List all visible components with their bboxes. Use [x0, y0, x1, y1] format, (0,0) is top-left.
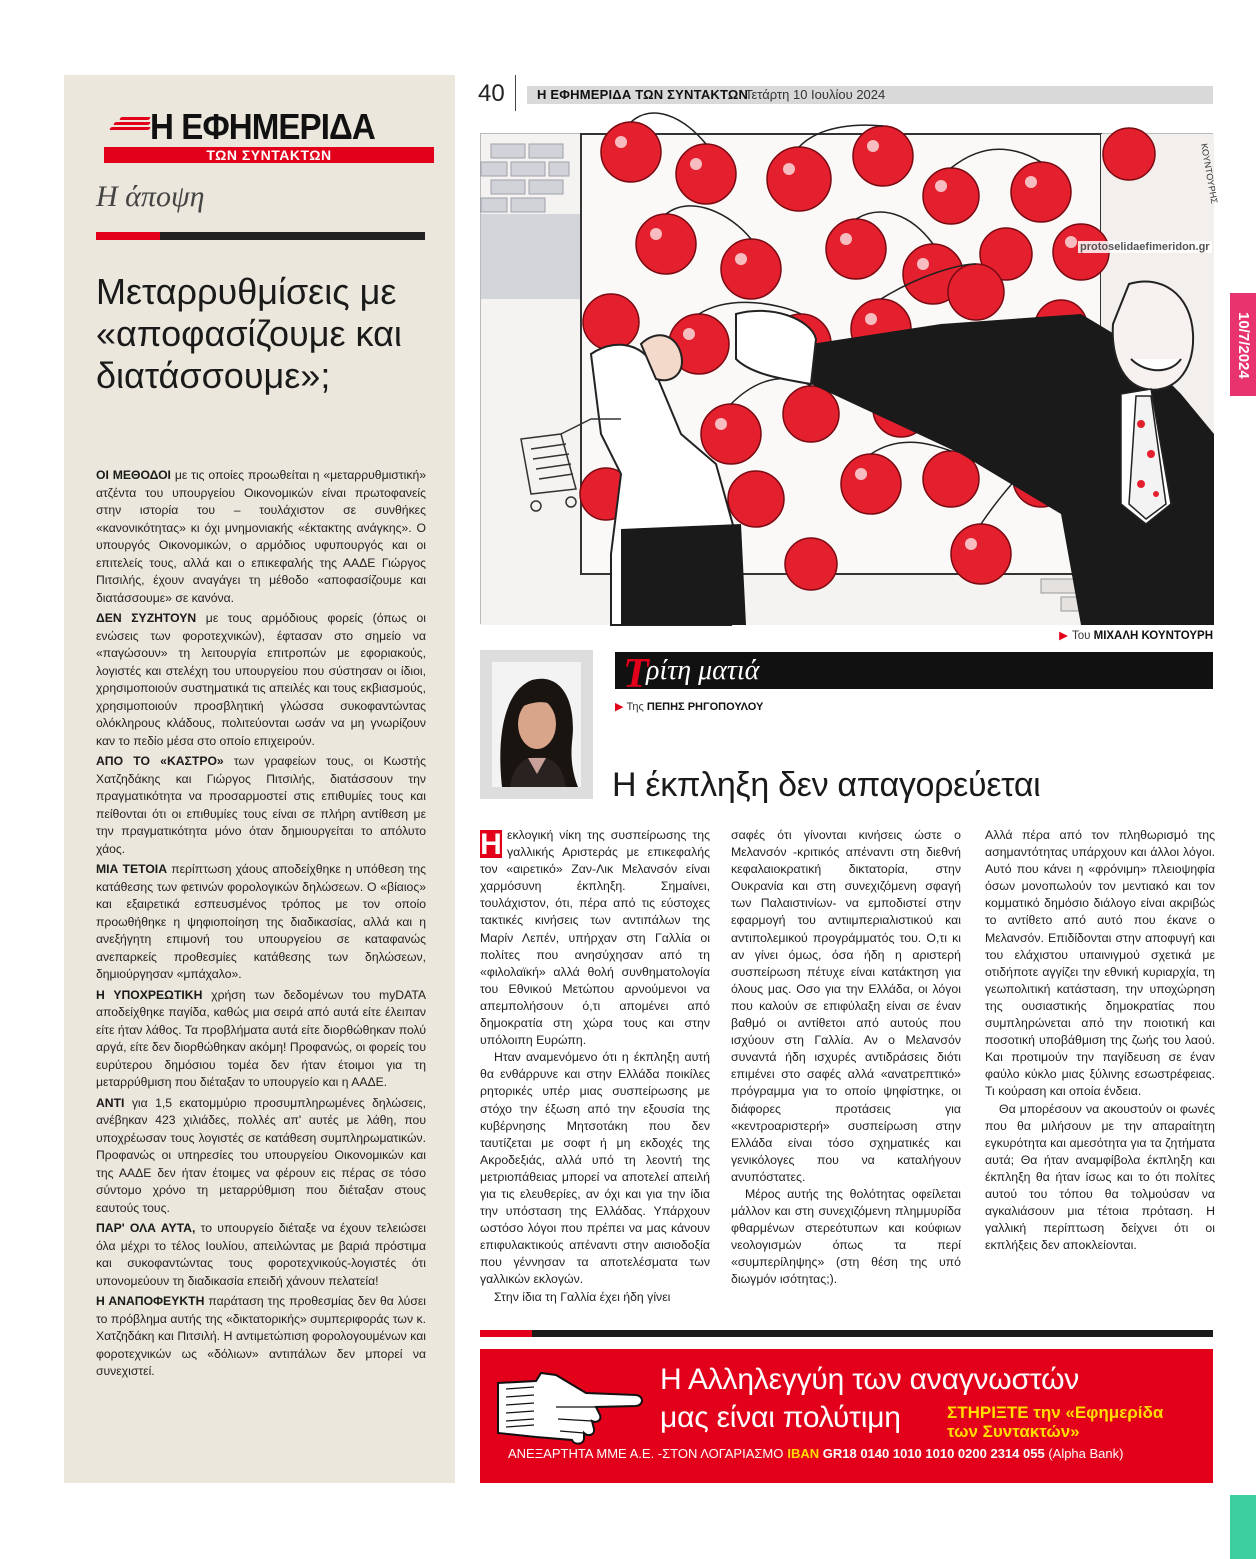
author-photo: [492, 662, 581, 787]
article-paragraph: Η εκλογική νίκη της συσπείρωσης της γαλλικής Αριστεράς με επικεφαλής τον «αιρετικό» Ζαν-Λικ Μελανσόν είναι χαρμόσυνη έκπληξη. Σημαίνει, τουλάχιστον, ότι, πέρα από τις εύστοχες τακτικές κινήσεις των αντιπάλων της Μαρίν Λεπέν, υπήρχαν στη Γαλλία οι πολίτες που ανησύχησαν από τη «φιλολαϊκή» αλλά θολή συνθηματολογία του Εθνικού Μετώπου αρνούμενοι να απεμπολήσουν ό,τι απομένει από δημοκρατία στη χώρα τους και στην υπόλοιπη Ευρώπη.: [480, 828, 710, 1048]
column-title-bar: [615, 651, 1213, 697]
masthead-logo: [104, 108, 434, 164]
article-columns: [480, 827, 1215, 1327]
ad-subheadline: μας είναι πολύτιμη: [660, 1401, 901, 1434]
column-title: ρίτη ματιά: [646, 655, 760, 686]
ad-headline: Η Αλληλεγγύη των αναγνωστών: [660, 1363, 1080, 1396]
opinion-body: [96, 467, 426, 1384]
opinion-paragraph: Η ΥΠΟΧΡΕΩΤΙΚΗ χρήση των δεδομένων του myDATA αποδείχθηκε παγίδα, καθώς μια σειρά από αυτά είτε έλειπαν είτε ήταν λάθος. Τα προβλήματα αυτά είτε διορθώθηκαν πολύ αργά, είτε δεν διορθώθηκαν ακόμη! Προφανώς, οι φορείς του ευρύτερου δημόσιου τομέα δεν ήταν έτοιμοι για τη μεταρρύθμιση που διέταξαν το υπουργείο και η ΑΑΔΕ.: [96, 987, 426, 1089]
opinion-paragraph: Η ΑΝΑΠΟΦΕΥΚΤΗ παράταση της προθεσμίας δεν θα λύσει το πρόβλημα αυτής της «δικτατορικής» συμπεριφοράς των κ. Χατζηδάκη και Πιτσιλή. Η αντιμετώπιση φορολογουμένων και φοροτεχνικών ως «δόλιων» αντιπάλων δεν μπορεί να συνεχιστεί.: [96, 1294, 426, 1378]
article-column-3: [985, 827, 1215, 1254]
article-paragraph: Μέρος αυτής της θολότητας οφείλεται μάλλον και στη συνεχιζόμενη πλημμυρίδα φθαρμένων στερεότυπων και κούφιων νεολογισμών όπως τα περί «συμπερίληψης» (στη θέση της υπό διωγμόν ισότητας;).: [731, 1186, 961, 1287]
solidarity-ad[interactable]: [480, 1349, 1213, 1483]
arrow-right-icon: ▶: [1059, 630, 1068, 642]
date-side-tab[interactable]: 10/7/2024: [1230, 293, 1256, 396]
pointing-hand-icon: [496, 1363, 644, 1445]
opinion-panel: [64, 75, 455, 1483]
ad-divider: [480, 1330, 1213, 1337]
page-number: 40: [478, 80, 505, 107]
cartoon-illustration: [480, 133, 1220, 624]
ad-cta[interactable]: ΣΤΗΡΙΞΤΕ την «Εφημερίδα των Συντακτών»: [947, 1403, 1164, 1441]
section-divider: [96, 232, 425, 240]
author-photo-frame: [480, 650, 593, 799]
opinion-paragraph: ΜΙΑ ΤΕΤΟΙΑ περίπτωση χάους αποδείχθηκε η υπόθεση της κατάθεσης των φετινών φορολογικών δηλώσεων. Ο «βίαιος» και εξαιρετικά εσπευσμένος τρόπος με τον οποίο προωθήθηκε η ψηφιοποίηση της διαδικασίας, αλλά και η ανεξήγητη επιμονή του υπουργείου σε καταφανώς ανεπαρκείς προθεσμίες κατάθεσης των δηλώσεων, δημιούργησαν «μπάχαλο».: [96, 862, 426, 981]
watermark-text: protoselidaefimeridon.gr: [1080, 241, 1210, 253]
opinion-headline: Μεταρρυθμίσεις με «αποφασίζουμε και διατάσσουμε»;: [96, 271, 402, 396]
article-column-1: [480, 827, 710, 1306]
opinion-paragraph: ΠΑΡ' ΟΛΑ ΑΥΤΑ, το υπουργείο διέταξε να έχουν τελειώσει όλα μέχρι το τέλος Ιουλίου, απειλώντας με βαριά πρόστιμα και συκοφαντώντας τους φοροτεχνικούς-λογιστές ότι υπονομεύουν τη διαδικασία επειδή χάνουν πελατεία!: [96, 1221, 426, 1288]
article-paragraph: Αλλά πέρα από τον πληθωρισμό της ασημαντότητας υπάρχουν και άλλοι λόγοι. Αυτό που κάνει η «φρόνιμη» πλειοψηφία όσων μονοπωλούν τον μεντιακό και τον κομματικό δημόσιο διάλογο είναι ακριβώς το αντίθετο από αυτό που έκανε ο Μελανσόν. Επιδίδονται στην αποφυγή και του ελάχιστου υπαινιγμού σχετικά με οτιδήποτε αγγίζει την εθνική κυριαρχία, τη γεωπολιτική κατάσταση, την υποχώρηση της ουσιαστικής δημοκρατίας που συμπληρώνεται από την ποιοτική και ποσοτική υποβάθμιση της ζωής του λαού. Και προτιμούν την παγίδευση σε έναν φαύλο κύκλο μιας ξύλινης εσωστρέφειας. Τι κούραση και οποία ένδεια.: [985, 828, 1215, 1099]
green-side-tab[interactable]: [1230, 1495, 1256, 1559]
article-paragraph: Θα μπορέσουν να ακουστούν οι φωνές που θα μιλήσουν με την απαραίτητη εγκυρότητα και αμεσότητα για τα ζητήματα αυτά; Θα ήταν αναμφίβολα έκπληξη και έκπληξη θα ήταν ίσως και το ότι πολίτες αυτού του τόπου θα τολμούσαν να αγκαλιάσουν μια τέτοια πρόταση. Η γαλλική περίπτωση δείχνει ότι οι εκπλήξεις δεν αποκλείονται.: [985, 1101, 1215, 1253]
arrow-right-icon: ▶: [615, 701, 624, 713]
header-date: Τετάρτη 10 Ιουλίου 2024: [745, 87, 886, 102]
article-headline: Η έκπληξη δεν απαγορεύεται: [612, 766, 1041, 804]
article-paragraph: σαφές ότι γίνονται κινήσεις ώστε ο Μελανσόν -κριτικός απέναντι στη διεθνή κεφαλαιοκρατική δικτατορία, στην Ουκρανία και στη συνεχιζόμενη σφαγή των Παλαιστινίων- να εμποδιστεί στην εφαρμογή του αντιιμπεριαλιστικού και αντιπολεμικού προγράμματός του. Ο,τι κι αν γίνει όμως, όσα ήδη η αριστερή συσπείρωση πέτυχε είναι κατάκτηση για όλους μας. Οσο για την Ελλάδα, οι λόγοι που καλούν σε επιφύλαξη είναι σε έναν βαθμό οι αντίθετοι από αυτούς που ισχύουν στη Γαλλία. Αν ο Μελανσόν συναντά ήδη ισχυρές αντιδράσεις διότι επιμένει στο σαφές αλλά «ανατρεπτικό» πρόγραμμα για το οποίο ψηφίστηκε, οι διάφορες προτάσεις για «κεντροαριστερή» συσπείρωση στην Ελλάδα είναι τόσο σχηματικές και γενικόλογες που να καταλήγουν ανυπόστατες.: [731, 828, 961, 1184]
cartoon-credit: ▶ Του ΜΙΧΑΛΗ ΚΟΥΝΤΟΥΡΗ: [1059, 630, 1213, 642]
header-paper-name: Η ΕΦΗΜΕΡΙΔΑ ΤΩΝ ΣΥΝΤΑΚΤΩΝ: [537, 87, 749, 102]
article-column-2: [731, 827, 961, 1289]
column-author: ▶ Της ΠΕΠΗΣ ΡΗΓΟΠΟΥΛΟΥ: [615, 701, 764, 713]
dropcap: Η: [480, 828, 502, 861]
header-separator: [515, 75, 516, 111]
opinion-paragraph: ΑΝΤΙ για 1,5 εκατομμύριο προσυμπληρωμένες δηλώσεις, ανέβηκαν 423 χιλιάδες, πολλές απ' αυτές με λάθη, που υποχρέωσαν τους λογιστές σε κατάθεση συμπληρωματικών. Προφανώς οι υπηρεσίες του υπουργείου Οικονομικών και της ΑΑΔΕ δεν ήταν έτοιμες να φέρουν εις πέρας σε τόσο σύντομο χρόνο τη μεταρρύθμιση που διέταξαν στους εαυτούς τους.: [96, 1095, 426, 1215]
cartoon-svg: [481, 134, 1220, 625]
column-title-initial: Τ: [623, 651, 649, 697]
cartoon-signature: ΚΟΥΝΤΟΥΡΗΣ: [1199, 142, 1220, 205]
section-label: Η άποψη: [96, 180, 205, 213]
opinion-paragraph: ΔΕΝ ΣΥΖΗΤΟΥΝ με τους αρμόδιους φορείς (όπως οι ενώσεις των φοροτεχνικών), έφτασαν στο σημείο να «παγώσουν» τη λειτουργία επιτροπών με εφοριακούς, λογιστές και στελέχη του υπουργείου που σύστησαν οι ίδιοι, χρησιμοποιούν συστηματικά τις απειλές και τους εκβιασμούς, χρησιμοποιούν προσβλητική γλώσσα συκοφαντώντας ολόκληρους κλάδους, πολιτεύονται ωσάν να μη γνωρίζουν καν το πεδίο μέσα στο οποίο επιχειρούν.: [96, 611, 426, 748]
masthead-title: Η ΕΦΗΜΕΡΙΔΑ: [150, 106, 375, 147]
speed-lines-icon: [110, 117, 150, 135]
article-paragraph: Ηταν αναμενόμενο ότι η έκπληξη αυτή θα ενθάρρυνε και στην Ελλάδα ποικίλες ρητορικές υπέρ μιας συσπείρωσης με στόχο την έξωση από την εξουσία της κυβέρνησης Μητσοτάκη που δεν ταυτίζεται με σοφτ ή μη εκδοχές της Ακροδεξιάς, αλλά υπό τη λεοντή της μετριοπάθειας μπορεί να αποτελεί απειλή για τις ελευθερίες, αν όχι και για την ίδια την υπόσταση της Ελλάδας. Υπάρχουν ωστόσο λόγοι που πρέπει να μας κάνουν επιφυλακτικούς απέναντι στην αισιοδοξία που γέννησαν τα αποτελέσματα των γαλλικών εκλογών.: [480, 1050, 710, 1287]
opinion-paragraph: ΑΠΟ ΤΟ «ΚΑΣΤΡΟ» των γραφείων τους, οι Κωστής Χατζηδάκης και Γιώργος Πιτσιλής, διατάσσουν την πραγματικότητα να προσαρμοστεί στις επιθυμίες τους και πείθονται ότι οι επιθυμίες τους είναι σε πλήρη αντίθεση με την πραγματικότητα μόνο όταν δημιουργείται το απόλυτο χάος.: [96, 754, 426, 856]
opinion-paragraph: ΟΙ ΜΕΘΟΔΟΙ με τις οποίες προωθείται η «μεταρρυθμιστική» ατζέντα του υπουργείου Οικονομικών είναι πρωτοφανείς στην ιστορία του – τουλάχιστον σε συνθήκες «κανονικότητας» κι όχι μνημονιακής «έκτακτης ανάγκης». Ο υπουργός Οικονομικών, ο αρμόδιος υφυπουργός και οι επιτελείς τους, αλλά και ο επικεφαλής της ΑΑΔΕ Γιώργος Πιτσιλής, έχουν αναγάγει τη μέθοδο «αποφασίζουμε και διατάσσουμε» σε κανόνα.: [96, 468, 427, 605]
ad-bank-info: ΑΝΕΞΑΡΤΗΤΑ ΜΜΕ Α.Ε. -ΣΤΟΝ ΛΟΓΑΡΙΑΣΜΟ IBAN GR18 0140 1010 1010 0200 2314 055 (Alpha Bank): [508, 1446, 1124, 1461]
masthead-subtitle: ΤΩΝ ΣΥΝΤΑΚΤΩΝ: [104, 147, 434, 163]
article-paragraph: Στην ίδια τη Γαλλία έχει ήδη γίνει: [494, 1289, 671, 1304]
